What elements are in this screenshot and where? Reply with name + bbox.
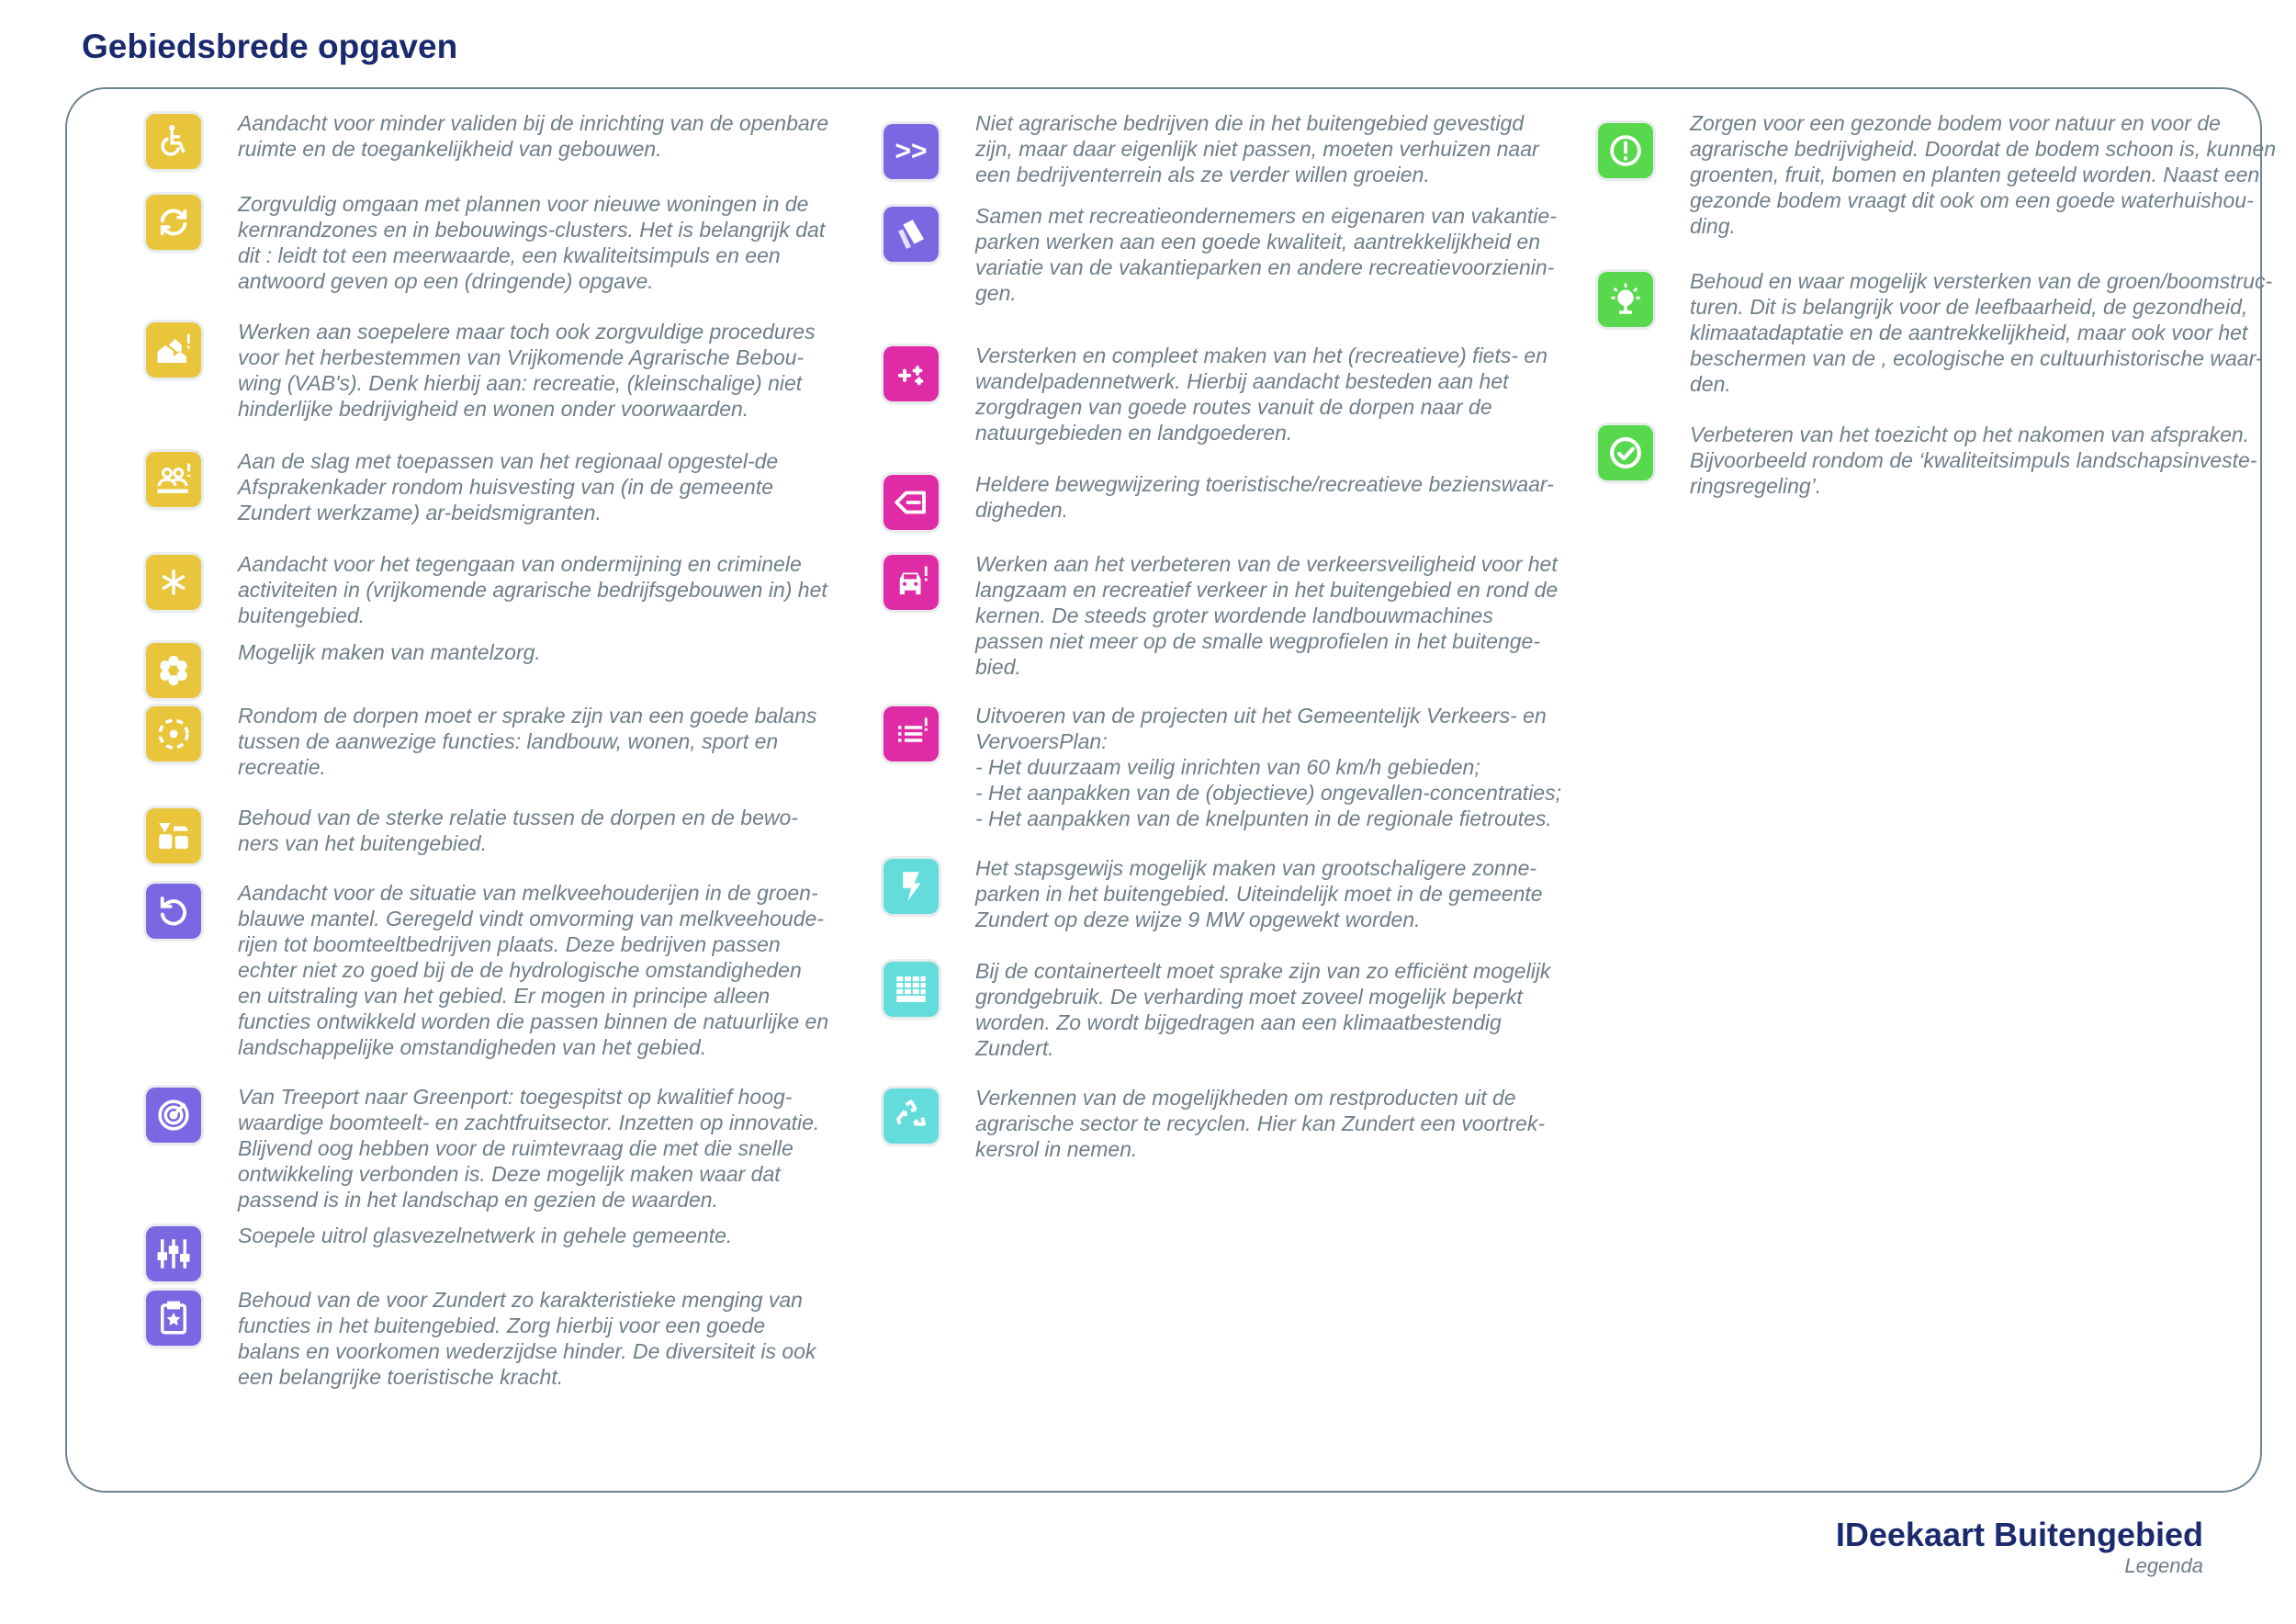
footer-subtitle: Legenda — [2124, 1554, 2203, 1577]
legend-item-text: Rondom de dorpen moet er sprake zijn van een goede balans tussen de aanwezige functies: landbouw, wonen, sport en recreatie. — [238, 704, 817, 779]
shapes-icon — [146, 808, 201, 863]
page-title: Gebiedsbrede opgaven — [82, 28, 458, 65]
legend-item-text: Van Treeport naar Greenport: toegespitst op kwalitief hoog- waardige boomteelt- en zachtfruitsector. Inzetten op innovatie. Blijvend oog hebben voor de ruimtevraag die met die snelle ontwikkeling verbonden is. Deze mogelijk maken waar dat passend is in het landschap en gezien de waarden. — [238, 1085, 820, 1212]
legend-item-text: Bij de containerteelt moet sprake zijn van zo efficiënt mogelijk grondgebruik. De verharding moet zoveel mogelijk beperkt worden. Zo wordt bijgedragen aan een klimaatbestendig Zundert. — [975, 959, 1551, 1060]
legend-item-text: Soepele uitrol glasvezelnetwerk in gehele gemeente. — [238, 1224, 733, 1247]
flower-icon — [146, 643, 201, 698]
asterisk-icon — [146, 555, 201, 610]
legend-item-text: Versterken en compleet maken van het (recreatieve) fiets- en wandelpadennetwerk. Hierbij aandacht besteden aan het zorgdragen van goede routes vanuit de dorpen naar de natuurgebieden en landgoederen. — [975, 344, 1548, 445]
car-alert-icon — [884, 555, 939, 610]
sliders-icon — [146, 1226, 201, 1281]
legend-item-text: Behoud en waar mogelijk versterken van de groen/boomstruc- turen. Dit is belangrijk voor de leefbaarheid, de gezondheid, klimaatadaptatie en de aantrekkelijkheid, maar ook voor het beschermen van de , ecologische en cultuurhistorische waar- den. — [1690, 269, 2273, 396]
people-alert-icon — [146, 452, 201, 507]
legend-item-text: Behoud van de voor Zundert zo karakteristieke menging van functies in het buitengebied. Zorg hierbij voor een goede balans en voorkomen wederzijdse hinder. De diversiteit is ook een belangrijke toeristische kracht. — [238, 1288, 816, 1389]
signpost-icon — [884, 475, 939, 530]
legend-item-text: Aandacht voor minder validen bij de inrichting van de openbare ruimte en de toegankelijkheid van gebouwen. — [238, 111, 829, 161]
rotate-arrow-icon — [146, 884, 201, 939]
list-alert-icon — [884, 706, 939, 761]
bolt-icon — [884, 859, 939, 914]
legend-item-text: Aandacht voor het tegengaan van ondermijning en criminele activiteiten in (vrijkomende agrarische bedrijfsgebouwen in) het buitengebied. — [238, 552, 827, 627]
legend-item-text: Heldere bewegwijzering toeristische/recreatieve bezienswaar- digheden. — [975, 472, 1554, 522]
check-circle-icon — [1598, 425, 1653, 480]
houses-alert-icon — [146, 322, 201, 378]
legend-item-text: Niet agrarische bedrijven die in het buitengebied gevestigd zijn, maar daar eigenlijk niet passen, moeten verhuizen naar een bedrijventerrein als ze verder willen groeien. — [975, 111, 1539, 186]
wheelchair-icon — [146, 114, 201, 169]
legend-item-text: Verkennen van de mogelijkheden om restproducten uit de agrarische sector te recyclen. Hier kan Zundert een voortrek- kersrol in nemen. — [975, 1086, 1545, 1161]
clipboard-star-icon — [146, 1291, 201, 1346]
footer-title: IDeekaart Buitengebied — [1835, 1516, 2203, 1553]
grid-icon — [884, 962, 939, 1017]
legend-frame — [65, 87, 2277, 1493]
legend-item-text: Aan de slag met toepassen van het regionaal opgestel-de Afsprakenkader rondom huisvesting van (in de gemeente Zundert werkzame) ar-beidsmigranten. — [238, 449, 779, 524]
legend-item-text: Uitvoeren van de projecten uit het Gemeentelijk Verkeers- en VervoersPlan: - Het duurzaam veilig inrichten van 60 km/h gebieden; - Het aanpakken van de (objectieve) ongevallen-concentraties; - Het aanpakken van de knelpunten in de regionale fietroutes. — [975, 704, 1561, 830]
cards-icon — [884, 207, 939, 262]
legend-item-text: Samen met recreatieondernemers en eigenaren van vakantie- parken werken aan een goede kwaliteit, aantrekkelijkheid en variatie van de vakantieparken en andere recreatievoorzienin- gen. — [975, 204, 1557, 305]
legend-item-text: Zorgen voor een gezonde bodem voor natuur en voor de agrarische bedrijvigheid. Doordat de bodem schoon is, kunnen groenten, fruit, bomen en planten geteeld worden. Naast een gezonde bodem vraagt dit ook om een goede waterhuishou- ding. — [1690, 111, 2277, 238]
legend-item-text: Werken aan het verbeteren van de verkeersveiligheid voor het langzaam en recreatief verkeer in het buitengebied en rond de kernen. De steeds groter wordende landbouwmachines passen niet meer op de smalle wegprofielen in het buitenge- bied. — [975, 552, 1559, 679]
refresh-arrows-icon — [146, 195, 201, 250]
legend-item-text: Aandacht voor de situatie van melkveehouderijen in de groen- blauwe mantel. Geregeld vindt omvorming van melkveehoude- rijen tot boomteeltbedrijven plaats. Deze bedrijven passen echter niet zo goed bij de de hydrologische omstandigheden en uitstraling van het gebied. Er mogen in principe alleen functies ontwikkeld worden die passen binnen de natuurlijke en landschappelijke omstandigheden van het gebied. — [238, 881, 829, 1059]
legend-item-text: Mogelijk maken van mantelzorg. — [238, 640, 541, 664]
legend-item-text: Zorgvuldig omgaan met plannen voor nieuwe woningen in de kernrandzones en in bebouwings-clusters. Het is belangrijk dat dit : leidt tot een meerwaarde, een kwaliteitsimpuls en een antwoord geven op een (dringende) opgave. — [238, 192, 826, 293]
exclamation-circle-icon — [1598, 123, 1653, 178]
recycle-icon — [884, 1088, 939, 1144]
double-chevron-icon: >> — [884, 124, 939, 179]
dashed-circle-icon — [146, 706, 201, 761]
legend-item-text: Werken aan soepelere maar toch ook zorgvuldige procedures voor het herbestemmen van Vrijkomende Agrarische Bebou- wing (VAB's). Denk hierbij aan: recreatie, (kleinschalige) niet hinderlijke bedrijvigheid en wonen onder voorwaarden. — [238, 320, 816, 421]
legend-item-text: Verbeteren van het toezicht op het nakomen van afspraken. Bijvoorbeeld rondom de ‘kwaliteitsimpuls landschapsinveste- ringsregeling’. — [1690, 423, 2257, 498]
legend-item-text: Het stapsgewijs mogelijk maken van grootschaligere zonne- parken in het buitengebied. Uiteindelijk moet in de gemeente Zundert op deze wijze 9 MW opgewekt worden. — [975, 856, 1543, 931]
sparkle-plus-icon — [884, 346, 939, 401]
target-icon — [146, 1088, 201, 1143]
legend-item-text: Behoud van de sterke relatie tussen de dorpen en de bewo- ners van het buitengebied. — [238, 806, 798, 855]
tree-sun-icon — [1598, 272, 1653, 327]
